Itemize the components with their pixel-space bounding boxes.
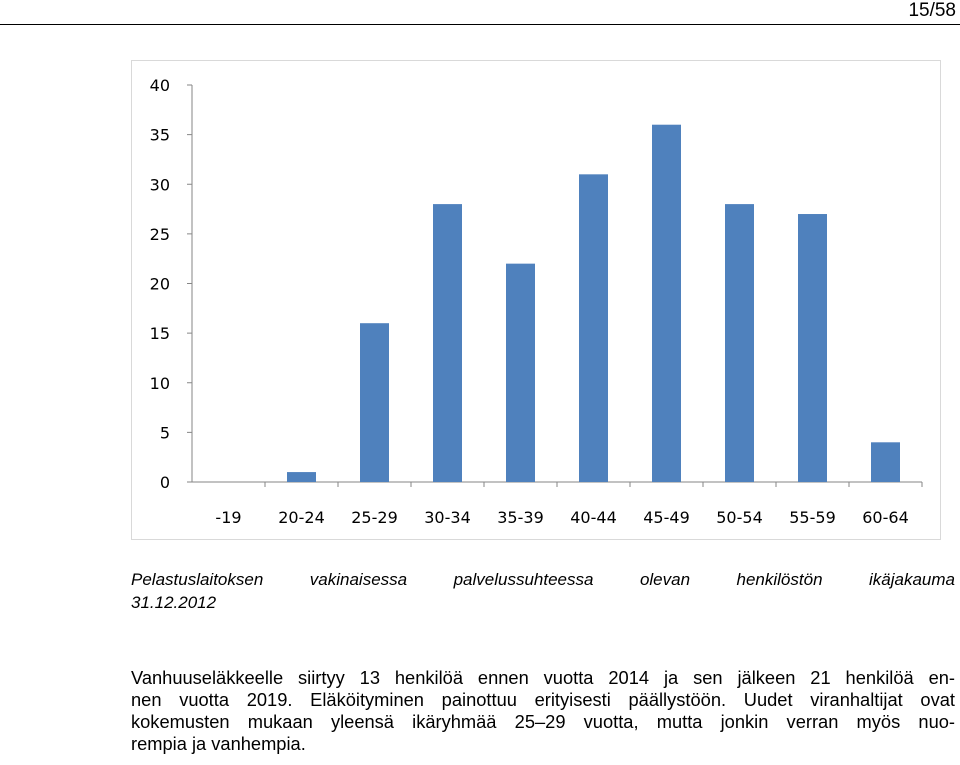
bar-60-64: [871, 442, 900, 482]
x-tick-label: 55-59: [789, 508, 836, 527]
x-tick-label: 60-64: [862, 508, 909, 527]
y-tick-label: 30: [149, 175, 170, 195]
y-tick-label: 5: [159, 423, 170, 443]
x-tick-label: 50-54: [716, 508, 763, 527]
chart-frame: [131, 60, 941, 540]
bar-55-59: [798, 214, 827, 482]
bar-30-34: [433, 204, 462, 482]
figure-caption-date: 31.12.2012: [131, 593, 217, 612]
bar-25-29: [360, 323, 389, 482]
y-tick-label: 20: [149, 274, 170, 294]
body-line: Vanhuuseläkkeelle siirtyy 13 henkilöä ennen vuotta 2014 ja sen jälkeen 21 henkilöä en-: [131, 667, 955, 688]
body-line: kokemusten mukaan yleensä ikäryhmää 25–29 vuotta, mutta jonkin verran myös nuo-: [131, 711, 955, 732]
bar-35-39: [506, 264, 535, 482]
body-line: rempia ja vanhempia.: [131, 733, 306, 754]
x-tick-label: 30-34: [424, 508, 471, 527]
y-tick-label: 35: [149, 125, 170, 145]
x-tick-label: 40-44: [570, 508, 617, 527]
y-tick-label: 0: [159, 473, 170, 492]
bar-40-44: [579, 174, 608, 482]
age-distribution-chart: [132, 61, 942, 541]
y-tick-label: 25: [149, 224, 170, 244]
figure-caption: Pelastuslaitoksen vakinaisessa palvelussuhteessa olevan henkilöstön ikäjakauma: [131, 570, 955, 589]
page-number: 15/58: [908, 0, 956, 21]
bar-20-24: [287, 472, 316, 482]
x-tick-label: 20-24: [278, 508, 325, 527]
y-tick-label: 40: [149, 76, 170, 95]
body-paragraph: [131, 667, 955, 755]
header-rule: [0, 24, 960, 25]
x-tick-label: 35-39: [497, 508, 544, 527]
y-tick-label: 10: [149, 373, 170, 393]
y-tick-label: 15: [149, 324, 170, 344]
bar-50-54: [725, 204, 754, 482]
x-tick-label: 45-49: [643, 508, 690, 527]
bar-45-49: [652, 125, 681, 482]
x-tick-label: 25-29: [351, 508, 398, 527]
x-tick-label: -19: [215, 508, 242, 527]
body-line: nen vuotta 2019. Eläköityminen painottuu erityisesti päällystöön. Uudet viranhaltijat ovat: [131, 689, 955, 710]
